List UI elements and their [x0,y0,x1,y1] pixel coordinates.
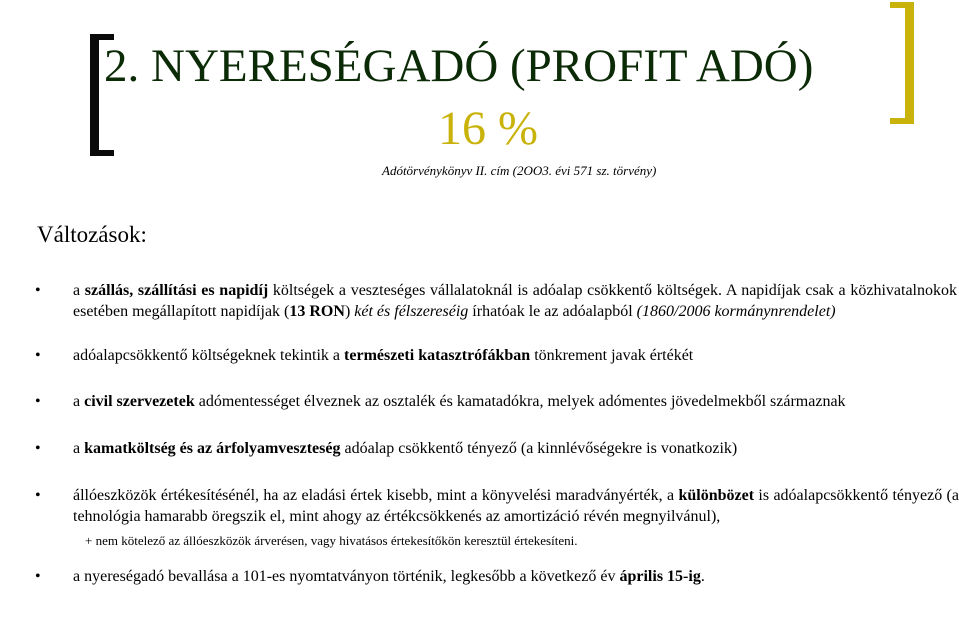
legal-source: Adótörvénykönyv II. cím (2OO3. évi 571 sz. törvény) [382,163,657,178]
item-text: adóalapcsökkentő költségeknek tekintik a [73,347,345,364]
item-text: a [73,440,85,457]
item-text: a [73,282,85,299]
item-text: írhatóak le az adóalapból [468,303,637,320]
list-item [35,345,959,366]
sub-note: + nem kötelező az állóeszközök árverésen, vagy hivatásos értekesítőkön keresztül értekesíteni. [85,533,578,548]
bullet-icon: • [35,393,41,410]
item-text: is adóalapcsökkentő tényező (a tehnológia hamarabb öregszik el, mint ahogy az értékcsökkenés az amortizáció révén megnyilvánul), [73,487,959,525]
item-text: állóeszközök értékesítésénél, ha az eladási értek kisebb, mint a könyvelési maradványérték, a [73,487,679,504]
tax-rate: 16 % [438,102,538,155]
list-item [35,438,959,459]
section-heading: Változások: [37,222,147,247]
list-item [35,566,959,587]
item-italic: két és félszereséig [354,303,469,320]
bullet-icon: • [35,568,41,585]
item-bold: kamatköltség és az árfolyamveszteség [84,440,341,457]
item-text: a nyereségadó bevallása a 101-es nyomtatványon történik, legkesőbb a következő év [73,568,620,585]
list-item [35,280,957,322]
list-item [35,391,959,412]
bullet-icon: • [35,282,41,299]
changes-list [35,280,959,587]
bullet-icon: • [35,347,41,364]
item-bold: civil szervezetek [84,393,195,410]
item-text: . [700,568,705,585]
item-text: a [73,393,85,410]
item-bold: természeti katasztrófákban [344,347,531,364]
item-italic: (1860/2006 kormánynrendelet) [636,303,836,320]
bullet-icon: • [35,487,41,504]
item-text: tönkrement javak értékét [530,347,694,364]
item-text: adómentességet élveznek az osztalék és kamatadókra, melyek adómentes jövedelmekből származnak [194,393,846,410]
list-item [35,485,959,550]
item-text: adóalap csökkentő tényező (a kinnlévőségekre is vonatkozik) [340,440,738,457]
item-text: költségek a veszteséges vállalatoknál is adóalap csökkentő költségek. A napidíjak csak a közhivatalnokok esetében megállapított napidíjak ( [73,282,957,320]
item-bold: szállás, szállítási es napidíj [84,282,269,299]
page-title: 2. NYERESÉGADÓ (PROFIT ADÓ) [104,40,814,92]
item-bold: 13 RON [289,303,345,320]
bullet-icon: • [35,440,41,457]
item-bold: április 15-ig [619,568,701,585]
item-bold: különbözet [678,487,755,504]
item-text: ) [344,303,355,320]
